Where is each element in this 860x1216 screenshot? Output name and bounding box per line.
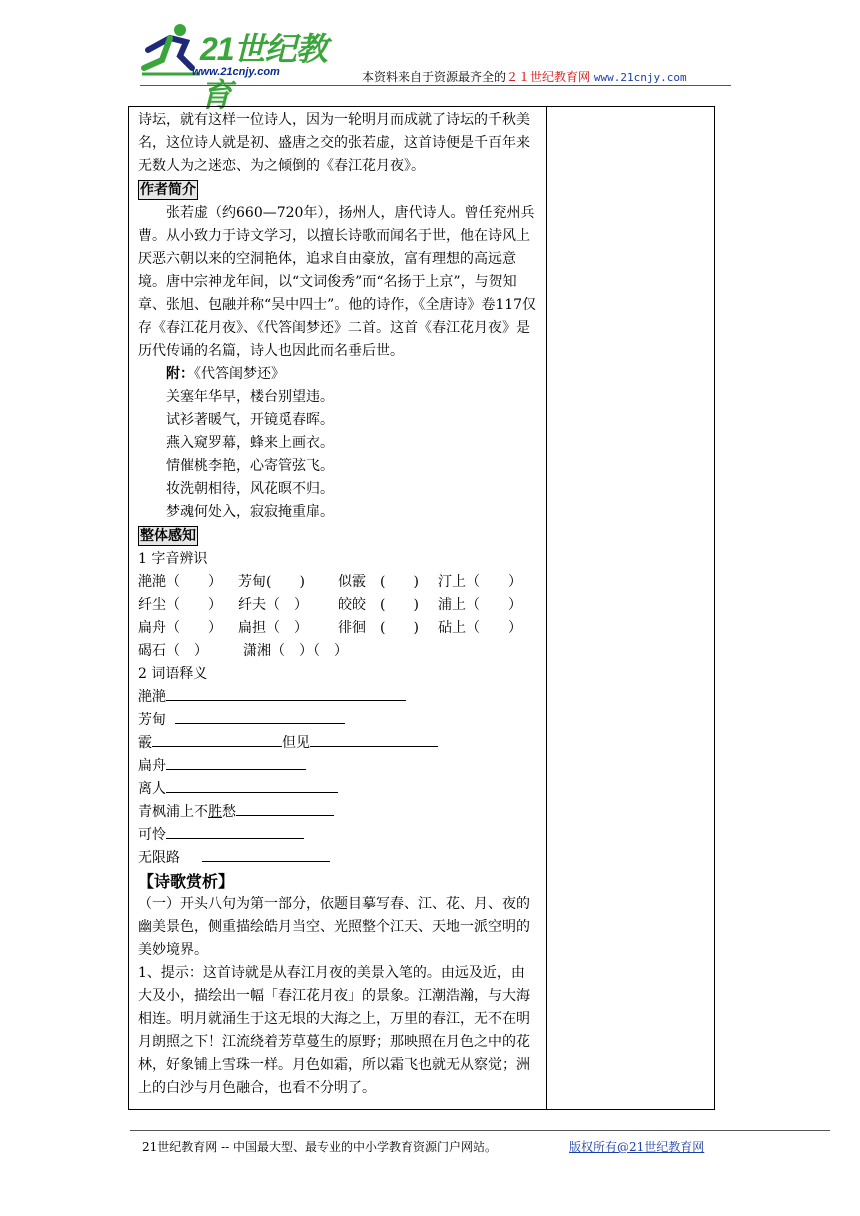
poem-line: 试衫著暖气，开镜觅春晖。 xyxy=(166,412,334,428)
vocab-item xyxy=(138,778,538,801)
header-url-link[interactable]: www.21cnjy.com xyxy=(593,71,687,84)
vocab-word: 滟滟 xyxy=(138,689,166,705)
pronunciation-row xyxy=(138,594,538,617)
pronunciation-item: 滟滟（ ） xyxy=(138,574,222,590)
pronunciation-item: 芳甸( ) xyxy=(238,574,305,590)
content-table xyxy=(128,106,715,1110)
header-note-prefix: 本资料来自于资源最齐全的 xyxy=(362,70,507,84)
answer-blank[interactable] xyxy=(175,709,345,724)
appendix-label: 附： xyxy=(166,366,194,382)
vocab-word-underlined: 胜 xyxy=(208,804,222,820)
answer-blank[interactable] xyxy=(166,755,306,770)
vocab-item xyxy=(138,824,538,847)
author-heading: 作者简介 xyxy=(140,182,196,198)
header-divider xyxy=(140,85,731,86)
poem-line: 妆洗朝相待，风花暝不归。 xyxy=(166,481,334,497)
pronunciation-item: 皎皎 ( ) xyxy=(338,597,419,613)
vocab-word: 但见 xyxy=(282,735,310,751)
site-logo xyxy=(140,20,340,113)
pronunciation-item: 徘徊 ( ) xyxy=(338,620,419,636)
poem-line: 燕入窥罗幕，蜂来上画衣。 xyxy=(166,435,334,451)
pronunciation-item: 砧上（ ） xyxy=(438,620,522,636)
appendix-line xyxy=(138,363,538,386)
vocab-item xyxy=(138,709,538,732)
pronunciation-item: 纤夫（ ） xyxy=(238,597,308,613)
vocab-item xyxy=(138,847,538,870)
pronunciation-item: 纤尘（ ） xyxy=(138,597,222,613)
vocab-item xyxy=(138,755,538,778)
logo-text: 21世纪教育 xyxy=(200,31,327,113)
pronunciation-item: 扁舟（ ） xyxy=(138,620,222,636)
pronunciation-row xyxy=(138,571,538,594)
poem-line: 关塞年华早，楼台别望违。 xyxy=(166,389,334,405)
answer-blank[interactable] xyxy=(166,824,304,839)
pronunciation-item: 扁担（ ） xyxy=(238,620,308,636)
vocab-item xyxy=(138,732,538,755)
vocab-word: 愁 xyxy=(222,804,236,820)
poem-line: 情催桃李艳，心寄管弦飞。 xyxy=(166,458,334,474)
pronunciation-item: 汀上（ ） xyxy=(438,574,522,590)
footer-copyright-link[interactable]: 版权所有@21世纪教育网 xyxy=(569,1140,705,1154)
pronunciation-row xyxy=(138,640,538,663)
answer-blank[interactable] xyxy=(166,686,406,701)
vocab-item xyxy=(138,686,538,709)
pronunciation-item: 似霰 ( ) xyxy=(338,574,419,590)
column-divider xyxy=(546,107,547,1109)
main-column xyxy=(138,109,538,1100)
vocab-word: 扁舟 xyxy=(138,758,166,774)
author-text: 张若虚（约660—720年），扬州人，唐代诗人。曾任兖州兵曹。从小致力于诗文学习，以擅长诗歌而闻名于世，他在诗风上厌恶六朝以来的空洞艳体，追求自由豪放，富有理想的高远意境。唐中宗神龙年间，以“文词俊秀”而“名扬于上京”，与贺知章、张旭、包融并称“吴中四士”。他的诗作，《全唐诗》卷117仅存《春江花月夜》、《代答闺梦还》二首。这首《春江花月夜》是历代传诵的名篇，诗人也因此而名垂后世。 xyxy=(138,205,537,359)
vocab-item xyxy=(138,801,538,824)
intro-paragraph: 诗坛，就有这样一位诗人，因为一轮明月而成就了诗坛的千秋美名，这位诗人就是初、盛唐之交的张若虚，这首诗便是千百年来无数人为之迷恋、为之倾倒的《春江花月夜》。 xyxy=(138,112,530,174)
appendix-title: 《代答闺梦还》 xyxy=(194,366,285,382)
pronunciation-item: 碣石（ ） xyxy=(138,643,208,659)
header-site-link[interactable]: ２１世纪教育网 xyxy=(506,70,591,84)
logo-url: www.21cnjy.com xyxy=(192,66,280,78)
poem-line: 梦魂何处入，寂寂掩重扉。 xyxy=(166,504,334,520)
answer-blank[interactable] xyxy=(310,732,438,747)
header-note xyxy=(362,68,687,85)
vocab-word: 芳甸 xyxy=(138,712,166,728)
answer-blank[interactable] xyxy=(202,847,330,862)
page-header xyxy=(0,0,860,113)
answer-blank[interactable] xyxy=(166,778,338,793)
vocab-word: 离人 xyxy=(138,781,166,797)
answer-blank[interactable] xyxy=(236,801,334,816)
vocab-word: 青枫浦上不 xyxy=(138,804,208,820)
overview-heading: 整体感知 xyxy=(140,528,196,544)
footer-divider xyxy=(130,1130,830,1131)
vocab-word: 霰 xyxy=(138,735,152,751)
pronunciation-item: 潇湘（ ）（ ） xyxy=(243,643,348,659)
pronunciation-row xyxy=(138,617,538,640)
vocab-word: 无限路 xyxy=(138,850,180,866)
analysis-paragraph: （一）开头八句为第一部分，依题目摹写春、江、花、月、夜的幽美景色，侧重描绘皓月当空、光照整个江天、天地一派空明的美妙境界。 xyxy=(138,896,530,958)
analysis-paragraph: 1、提示：这首诗就是从春江月夜的美景入笔的。由远及近，由大及小，描绘出一幅「春江花月夜」的景象。江潮浩瀚，与大海相连。明月就涌生于这无垠的大海之上，万里的春江，无不在明月朗照之下！江流绕着芳草蔓生的原野；那映照在月色之中的花林，好象铺上雪珠一样。月色如霜，所以霜飞也就无从察觉；洲上的白沙与月色融合，也看不分明了。 xyxy=(138,965,530,1096)
pronunciation-item: 浦上（ ） xyxy=(438,597,522,613)
vocab-word: 可怜 xyxy=(138,827,166,843)
footer-text: 21世纪教育网 -- 中国最大型、最专业的中小学教育资源门户网站。 xyxy=(142,1140,498,1154)
answer-blank[interactable] xyxy=(152,732,282,747)
pronunciation-title: 1 字音辨识 xyxy=(138,551,208,567)
vocab-title: 2 词语释义 xyxy=(138,666,208,682)
analysis-heading: 【诗歌赏析】 xyxy=(138,872,235,891)
